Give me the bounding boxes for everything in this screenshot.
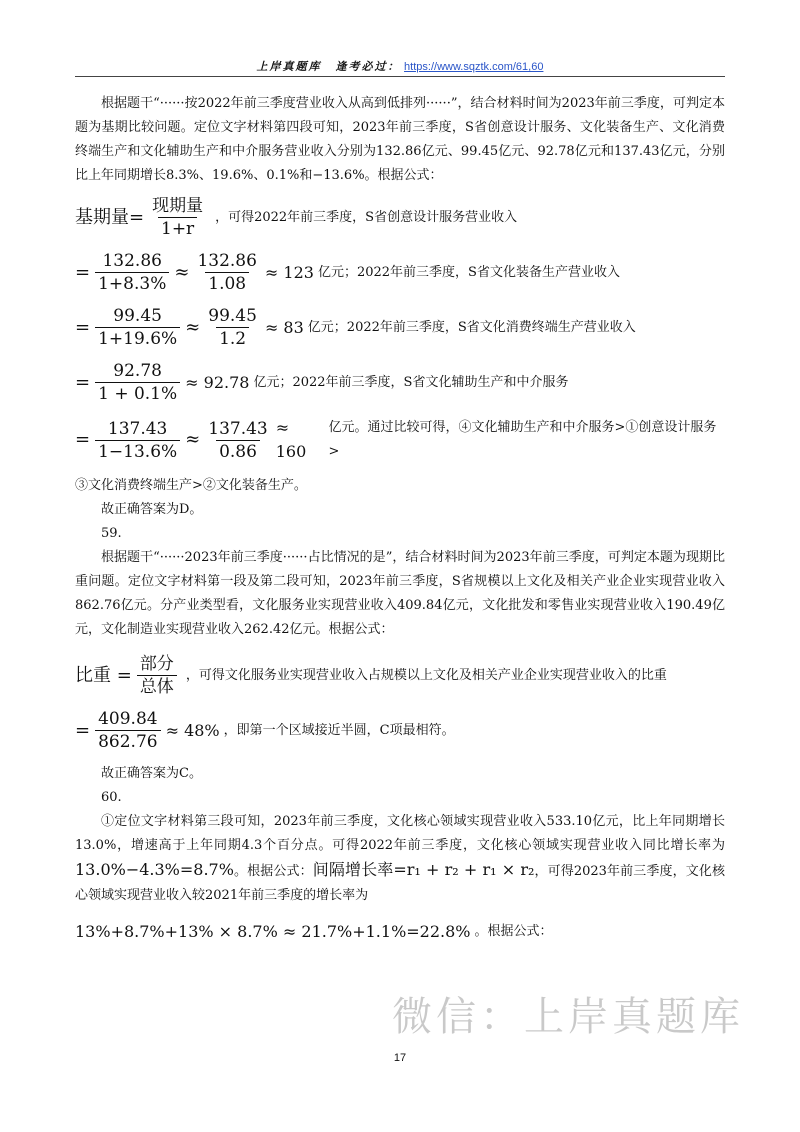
formula-lhs: 基期量= xyxy=(75,206,145,228)
q60-paragraph xyxy=(75,810,725,908)
approx-sign: ≈ xyxy=(185,429,201,450)
page-header xyxy=(0,58,800,74)
q60-math-1: 13.0%−4.3%=8.7% xyxy=(75,860,234,879)
fraction xyxy=(95,361,180,404)
denominator: 1 + 0.1% xyxy=(95,382,180,404)
q59-formula-1 xyxy=(75,709,725,752)
q58-paragraph: 根据题干“······按2022年前三季度营业收入从高到低排列······”，结合材料时间为2023年前三季度，可判定本题为基期比较问题。定位文字材料第四段可知，2023年前三季度，S省创意设计服务、文化装备生产、文化消费终端生产和文化辅助生产和中介服务营业收入分别为132.86亿元、99.45亿元、92.78亿元和137.43亿元，分别比上年同期增长8.3%、19.6%、0.1%和−13.6%。根据公式： xyxy=(75,96,725,183)
header-brand: 上岸真题库 xyxy=(256,60,322,73)
watermark-text: 微信：上岸真题库 xyxy=(392,994,744,1040)
equals-sign: = xyxy=(75,261,91,283)
q60-math-2: 间隔增长率=r₁ + r₂ + r₁ × r₂ xyxy=(312,860,535,879)
formula-text: 亿元；2022年前三季度，S省文化消费终端生产营业收入 xyxy=(307,319,636,335)
approx-sign: ≈ xyxy=(185,316,201,338)
q59-answer: 故正确答案为C。 xyxy=(101,766,202,781)
formula-result: ≈ 123 xyxy=(264,262,314,282)
q60-formula xyxy=(75,920,725,944)
q60-text-3: 。根据公式： xyxy=(233,864,313,879)
denominator: 862.76 xyxy=(95,730,160,752)
fraction xyxy=(95,251,169,294)
equals-sign: = xyxy=(75,316,91,338)
numerator: 409.84 xyxy=(98,709,158,729)
header-url-link[interactable]: https://www.sqztk.com/61,60 xyxy=(404,61,544,73)
header-divider xyxy=(75,76,725,77)
denominator: 0.86 xyxy=(216,440,260,462)
formula-text: 亿元；2022年前三季度，S省文化辅助生产和中介服务 xyxy=(253,374,569,390)
numerator: 137.43 xyxy=(107,418,168,439)
q58-formula-base xyxy=(75,196,725,239)
denominator: 1.08 xyxy=(205,272,249,294)
numerator: 132.86 xyxy=(197,251,257,271)
fraction xyxy=(95,306,180,349)
q58-answer: 故正确答案为D。 xyxy=(101,502,203,517)
approx-sign: ≈ xyxy=(174,261,190,283)
formula-result: ≈ 83 xyxy=(264,317,304,337)
denominator: 1−13.6% xyxy=(95,440,180,462)
formula-lhs: 比重 = xyxy=(75,664,132,686)
formula-text: ，即第一个区域接近半圆，C项最相符。 xyxy=(223,722,455,738)
denominator: 1+8.3% xyxy=(95,272,169,294)
page-number: 17 xyxy=(393,1052,407,1064)
denominator: 1+r xyxy=(158,217,197,239)
formula-result: 13%+8.7%+13% × 8.7% ≈ 21.7%+1.1%=22.8% xyxy=(75,922,471,941)
header-slogan: 逢考必过： xyxy=(335,60,401,73)
numerator: 137.43 xyxy=(208,418,268,439)
q58-formula-3 xyxy=(75,361,725,404)
page-content xyxy=(75,92,725,954)
formula-result: ≈ 92.78 xyxy=(185,372,250,392)
formula-text: 亿元。通过比较可得，④文化辅助生产和中介服务>①创意设计服务> xyxy=(328,420,717,459)
q60-text-2: 长率为 xyxy=(684,838,725,853)
q60-text-4: ，可得2023年前三季 xyxy=(534,864,660,879)
q59-number: 59. xyxy=(101,526,122,541)
fraction xyxy=(205,419,270,462)
formula-result: ≈ 48% xyxy=(165,720,220,740)
q58-formula-1 xyxy=(75,251,725,294)
denominator: 总体 xyxy=(137,675,177,697)
equals-sign: = xyxy=(75,719,91,741)
q60-text-5: 度，文化核心领域实现营业收入较2021年前三季度的增长率为 xyxy=(75,864,725,903)
numerator: 现期量 xyxy=(152,196,204,216)
q60-text-1: ①定位文字材料第三段可知，2023年前三季度，文化核心领域实现营业收入533.10亿元，比上年同期增长13.0%，增速高于上年同期4.3个百分点。可得2022年前三季度，文化核心领域实现营业收入同比增 xyxy=(75,814,725,853)
formula-text: 。根据公式： xyxy=(474,924,553,939)
q58-formula-2 xyxy=(75,306,725,349)
fraction xyxy=(95,709,160,752)
denominator: 1+19.6% xyxy=(95,327,180,349)
equals-sign: = xyxy=(75,429,91,450)
numerator: 部分 xyxy=(139,654,174,674)
fraction xyxy=(149,196,206,239)
fraction xyxy=(95,419,180,462)
equals-sign: = xyxy=(75,371,91,393)
numerator: 99.45 xyxy=(208,306,257,326)
numerator: 99.45 xyxy=(113,306,162,326)
formula-text: 亿元；2022年前三季度，S省文化装备生产营业收入 xyxy=(317,264,620,280)
denominator: 1.2 xyxy=(216,327,249,349)
q58-conclusion: ③文化消费终端生产>②文化装备生产。 xyxy=(75,478,307,493)
fraction xyxy=(137,654,177,697)
formula-result: ≈ 160 xyxy=(275,418,307,461)
formula-text: ，可得2022年前三季度，S省创意设计服务营业收入 xyxy=(215,209,518,225)
numerator: 92.78 xyxy=(113,361,162,381)
q59-paragraph: 根据题干“······2023年前三季度······占比情况的是”，结合材料时间为2023年前三季度，可判定本题为现期比重问题。定位文字材料第一段及第二段可知，2023年前三季度，S省规模以上文化及相关产业企业实现营业收入862.76亿元。分产业类型看，文化服务业实现营业收入409.84亿元，文化批发和零售业实现营业收入190.49亿元，文化制造业实现营业收入262.42亿元。根据公式： xyxy=(75,550,725,637)
q60-number: 60. xyxy=(101,790,122,805)
formula-text: ，可得文化服务业实现营业收入占规模以上文化及相关产业企业实现营业收入的比重 xyxy=(185,667,667,683)
numerator: 132.86 xyxy=(102,251,162,271)
fraction xyxy=(194,251,259,294)
q58-formula-4 xyxy=(75,416,725,464)
q59-formula-ratio xyxy=(75,654,725,697)
fraction xyxy=(205,306,260,349)
